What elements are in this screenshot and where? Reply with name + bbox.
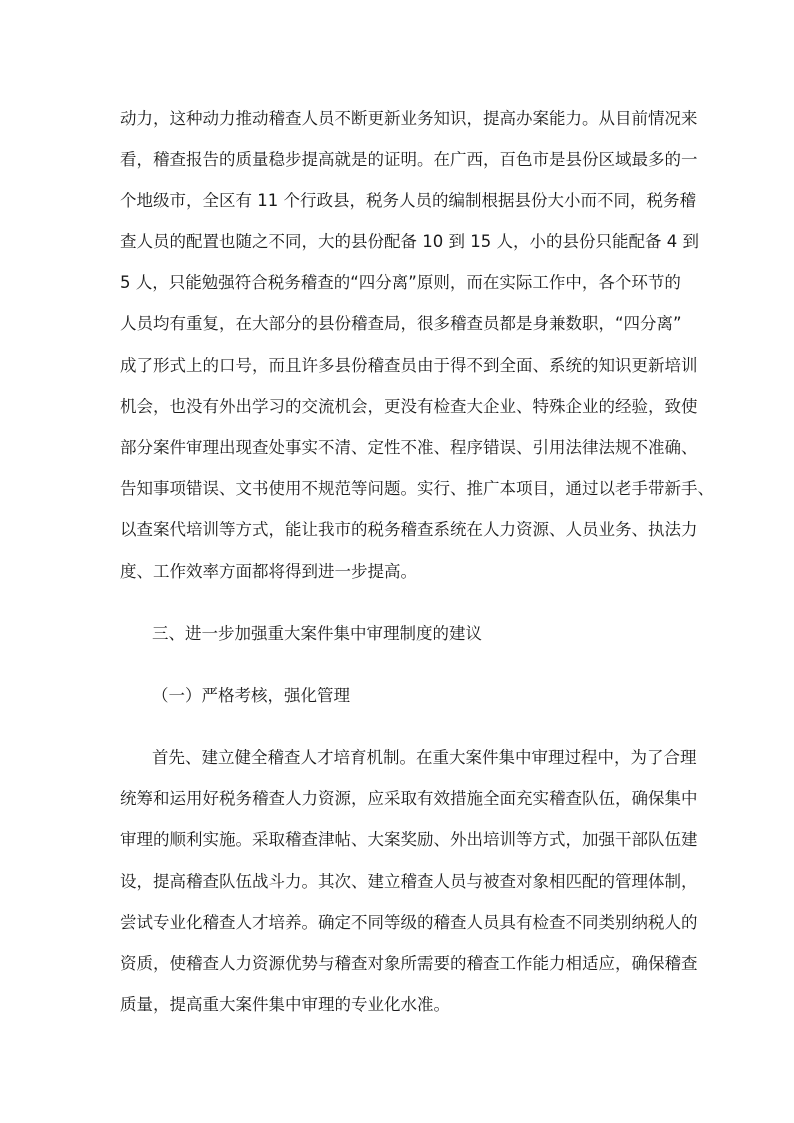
paragraph-line: 度、工作效率方面都将得到进一步提高。 <box>120 562 417 581</box>
paragraph-line: 部分案件审理出现查处事实不清、定性不准、程序错误、引用法律法规不准确、 <box>120 438 698 457</box>
subsection-heading: （一）严格考核，强化管理 <box>152 686 350 705</box>
paragraph-line: 资质，使稽查人力资源优势与稽查对象所需要的稽查工作能力相适应，确保稽查 <box>120 954 698 973</box>
paragraph-line: 审理的顺利实施。采取稽查津帖、大案奖励、外出培训等方式，加强干部队伍建 <box>120 830 698 849</box>
paragraph-line: 个地级市，全区有 11 个行政县，税务人员的编制根据县份大小而不同，税务稽 <box>120 191 696 210</box>
paragraph-line: 告知事项错误、文书使用不规范等问题。实行、推广本项目，通过以老手带新手、 <box>120 479 714 498</box>
paragraph-line: 成了形式上的口号，而且许多县份稽查员由于得不到全面、系统的知识更新培训 <box>120 356 698 375</box>
paragraph-line: 尝试专业化稽查人才培养。确定不同等级的稽查人员具有检查不同类别纳税人的 <box>120 913 698 932</box>
paragraph-line: 质量，提高重大案件集中审理的专业化水准。 <box>120 995 450 1014</box>
paragraph-line: 动力，这种动力推动稽查人员不断更新业务知识，提高办案能力。从目前情况来 <box>120 109 698 128</box>
section-heading: 三、进一步加强重大案件集中审理制度的建议 <box>152 624 482 643</box>
paragraph-line: 统筹和运用好税务稽查人力资源，应采取有效措施全面充实稽查队伍，确保集中 <box>120 789 698 808</box>
paragraph-line: 看，稽查报告的质量稳步提高就是的证明。在广西，百色市是县份区域最多的一 <box>120 150 698 169</box>
paragraph-line: 人员均有重复，在大部分的县份稽查局，很多稽查员都是身兼数职，“四分离” <box>120 314 682 333</box>
paragraph-line: 5 人，只能勉强符合税务稽查的“四分离”原则，而在实际工作中，各个环节的 <box>120 273 681 292</box>
paragraph-line: 查人员的配置也随之不同，大的县份配备 10 到 15 人，小的县份只能配备 4 到 <box>120 232 699 251</box>
paragraph-line: 设，提高稽查队伍战斗力。其次、建立稽查人员与被查对象相匹配的管理体制， <box>120 872 698 891</box>
paragraph-line: 机会，也没有外出学习的交流机会，更没有检查大企业、特殊企业的经验，致使 <box>120 397 698 416</box>
paragraph-line: 以查案代培训等方式，能让我市的税务稽查系统在人力资源、人员业务、执法力 <box>120 520 698 539</box>
paragraph-line: 首先、建立健全稽查人才培育机制。在重大案件集中审理过程中，为了合理 <box>152 748 697 767</box>
